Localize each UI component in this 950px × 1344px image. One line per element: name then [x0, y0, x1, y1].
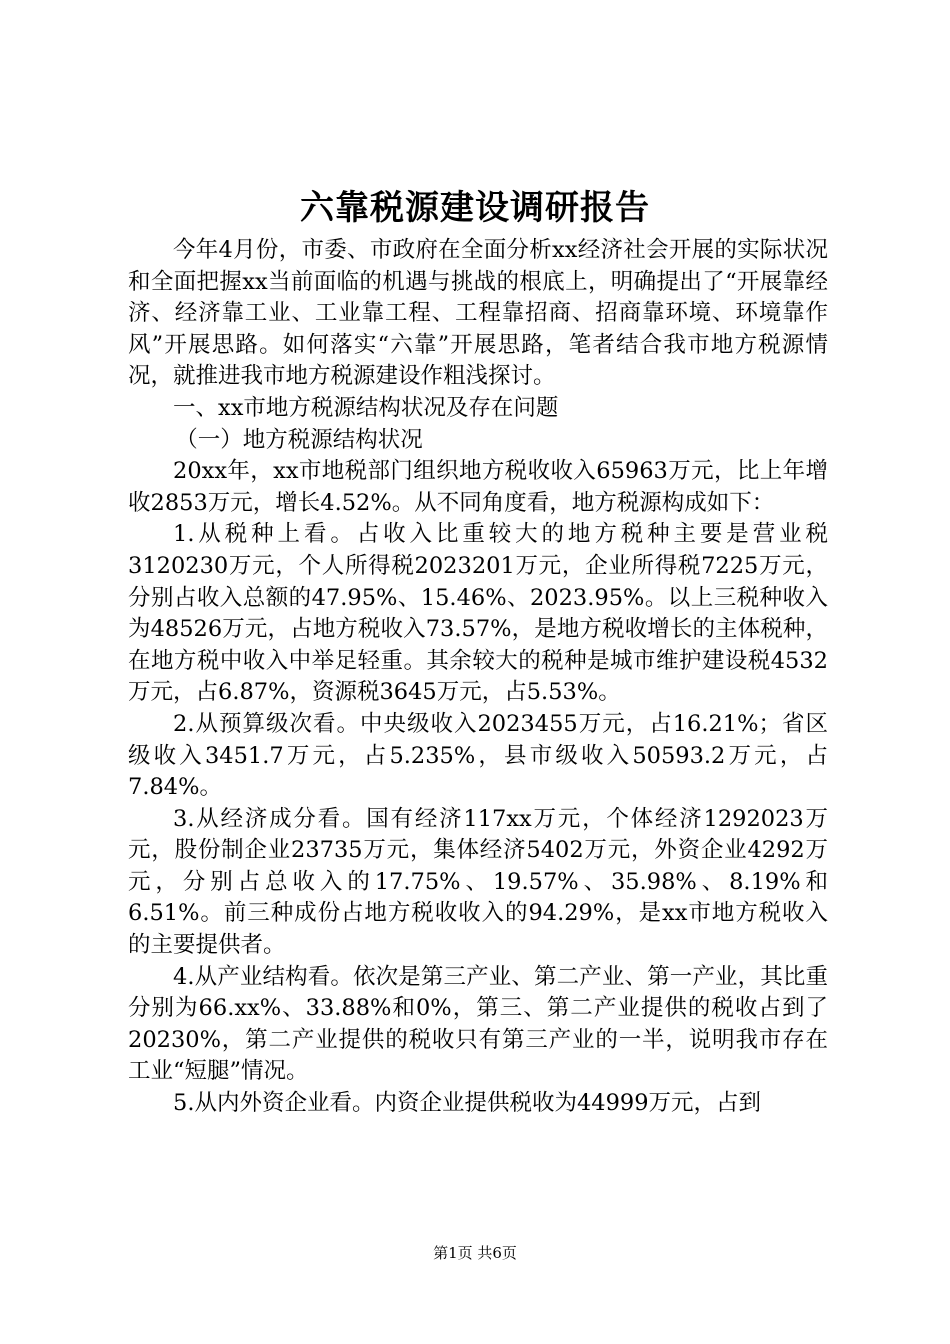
- list-item-4: 4.从产业结构看。依次是第三产业、第二产业、第一产业，其比重分别为66.xx%、33.88%和0%，第三、第二产业提供的税收占到了20230%，第二产业提供的税收只有第三产业的一半，说明我市存在工业“短腿”情况。: [128, 963, 828, 1085]
- page-footer: 第1页 共6页: [433, 1244, 517, 1262]
- body-paragraph: 20xx年，xx市地税部门组织地方税收收入65963万元，比上年增收2853万元，增长4.52%。从不同角度看，地方税源构成如下：: [128, 458, 828, 516]
- list-item-2: 2.从预算级次看。中央级收入2023455万元，占16.21%；省区级收入3451.7万元，占5.235%，县市级收入50593.2万元，占7.84%。: [128, 710, 828, 801]
- list-item-1: 1.从税种上看。占收入比重较大的地方税种主要是营业税3120230万元，个人所得税2023201万元，企业所得税7225万元，分别占收入总额的47.95%、15.46%、2023.95%。以上三税种收入为48526万元，占地方税收入73.57%，是地方税收增长的主体税种，在地方税中收入中举足轻重。其余较大的税种是城市维护建设税4532万元，占6.87%，资源税3645万元，占5.53%。: [128, 521, 828, 706]
- document-title: 六靠税源建设调研报告: [300, 188, 650, 228]
- document-body: [128, 235, 828, 1120]
- section-heading: 一、xx市地方税源结构状况及存在问题: [173, 394, 559, 421]
- list-item-3: 3.从经济成分看。国有经济117xx万元，个体经济1292023万元，股份制企业23735万元，集体经济5402万元，外资企业4292万元，分别占总收入的17.75%、19.57%、35.98%、8.19%和6.51%。前三种成份占地方税收收入的94.29%，是xx市地方税收入的主要提供者。: [128, 805, 828, 959]
- intro-paragraph: 今年4月份，市委、市政府在全面分析xx经济社会开展的实际状况和全面把握xx当前面临的机遇与挑战的根底上，明确提出了“开展靠经济、经济靠工业、工业靠工程、工程靠招商、招商靠环境、环境靠作风”开展思路。如何落实“六靠”开展思路，笔者结合我市地方税源情况，就推进我市地方税源建设作粗浅探讨。: [128, 237, 828, 390]
- list-item-5: 5.从内外资企业看。内资企业提供税收为44999万元，占到: [173, 1090, 762, 1117]
- subsection-heading: （一）地方税源结构状况: [175, 426, 423, 453]
